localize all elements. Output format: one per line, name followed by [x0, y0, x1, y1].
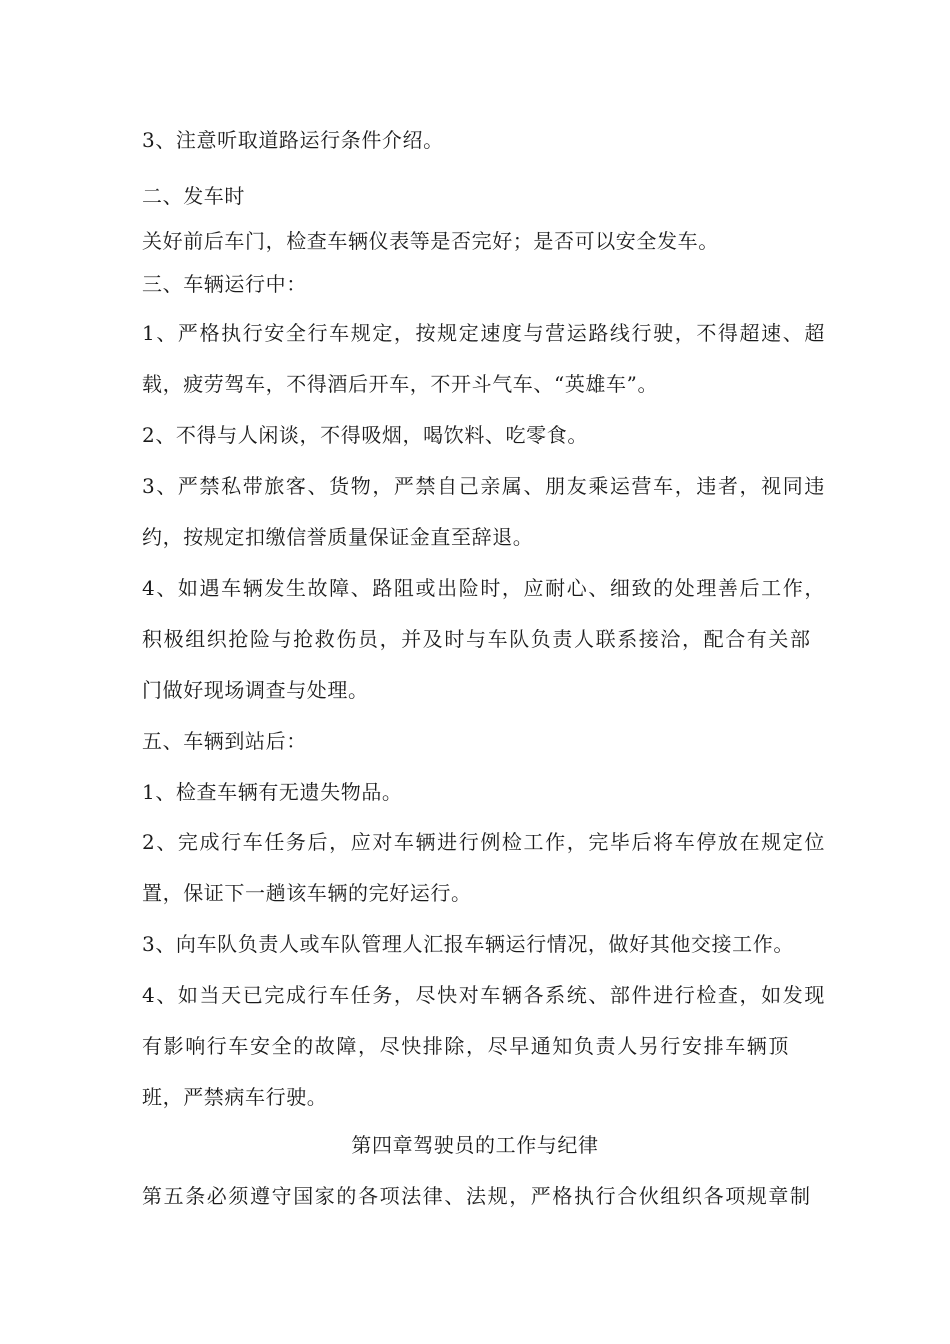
chapter-heading: 第四章驾驶员的工作与纪律: [351, 1133, 599, 1157]
paragraph-line: 4、如当天已完成行车任务，尽快对车辆各系统、部件进行检查，如发现: [142, 983, 826, 1007]
section-heading: 五、车辆到站后：: [142, 729, 307, 753]
paragraph-line: 2、不得与人闲谈，不得吸烟，喝饮料、吃零食。: [142, 423, 588, 447]
paragraph-line: 约，按规定扣缴信誉质量保证金直至辞退。: [142, 525, 534, 549]
paragraph-line: 关好前后车门，检查车辆仪表等是否完好；是否可以安全发车。: [142, 229, 719, 253]
paragraph-line: 有影响行车安全的故障，尽快排除，尽早通知负责人另行安排车辆顶: [142, 1034, 790, 1058]
paragraph-line: 门做好现场调查与处理。: [142, 678, 369, 702]
paragraph-line: 1、严格执行安全行车规定，按规定速度与营运路线行驶，不得超速、超: [142, 321, 826, 345]
paragraph-line: 第五条必须遵守国家的各项法律、法规，严格执行合伙组织各项规章制: [142, 1184, 812, 1208]
section-heading: 三、车辆运行中：: [142, 272, 307, 296]
paragraph-line: 3、注意听取道路运行条件介绍。: [142, 128, 444, 152]
paragraph-line: 班，严禁病车行驶。: [142, 1085, 328, 1109]
paragraph-line: 4、如遇车辆发生故障、路阻或出险时，应耐心、细致的处理善后工作，: [142, 576, 826, 600]
paragraph-line: 2、完成行车任务后，应对车辆进行例检工作，完毕后将车停放在规定位: [142, 830, 826, 854]
section-heading: 二、发车时: [142, 184, 245, 208]
paragraph-line: 3、严禁私带旅客、货物，严禁自己亲属、朋友乘运营车，违者，视同违: [142, 474, 826, 498]
paragraph-line: 1、检查车辆有无遗失物品。: [142, 780, 403, 804]
paragraph-line: 积极组织抢险与抢救伤员，并及时与车队负责人联系接洽，配合有关部: [142, 627, 812, 651]
paragraph-line: 置，保证下一趟该车辆的完好运行。: [142, 881, 472, 905]
paragraph-line: 3、向车队负责人或车队管理人汇报车辆运行情况，做好其他交接工作。: [142, 932, 794, 956]
paragraph-line: 载，疲劳驾车，不得酒后开车，不开斗气车、“英雄车”。: [142, 372, 659, 396]
